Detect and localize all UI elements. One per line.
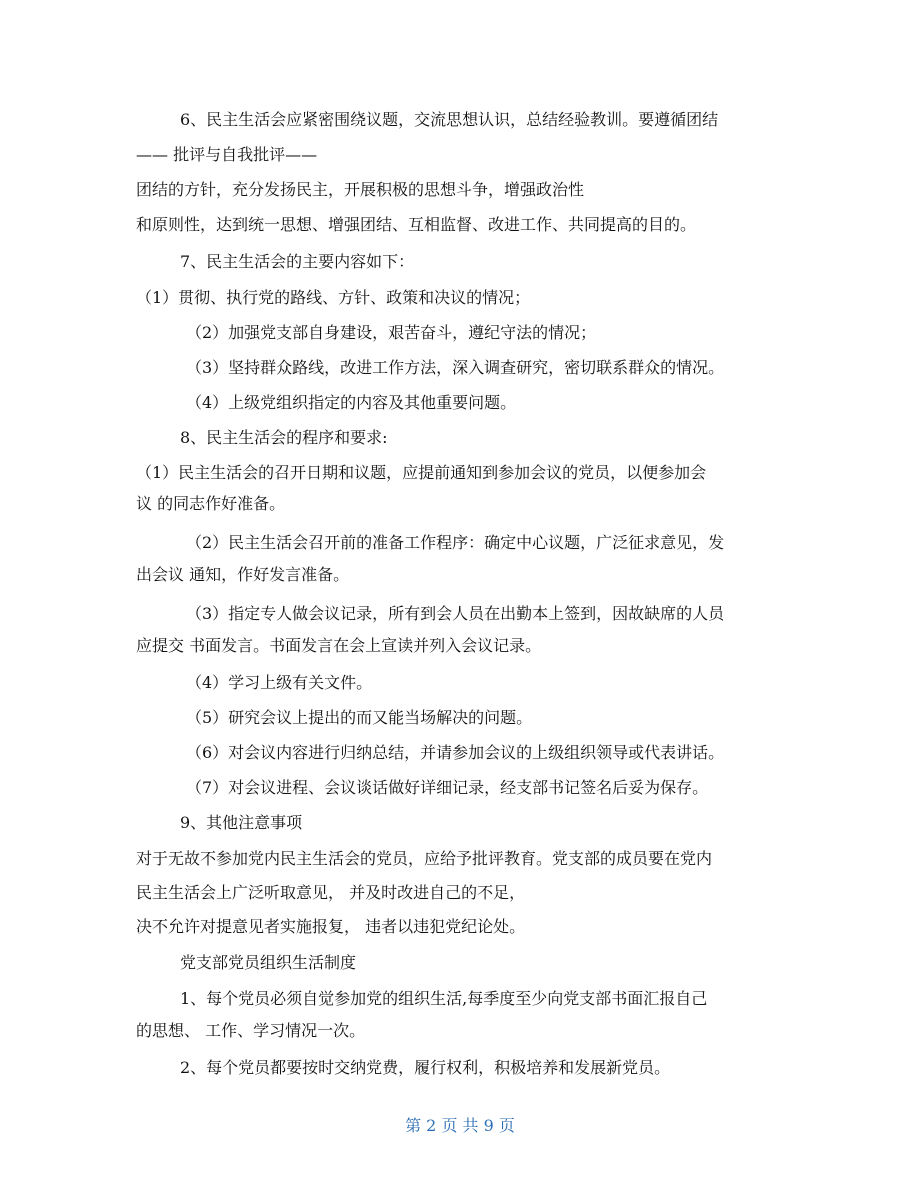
paragraph-line: （2）民主生活会召开前的准备工作程序：确定中心议题，广泛征求意见，发 <box>186 533 725 552</box>
paragraph-line: （1）贯彻、执行党的路线、方针、政策和决议的情况； <box>136 288 531 307</box>
paragraph-line: —— 批评与自我批评—— <box>136 145 318 164</box>
page-footer: 第 2 页 共 9 页 <box>405 1116 515 1135</box>
paragraph-line: （3）指定专人做会议记录，所有到会人员在出勤本上签到，因故缺席的人员 <box>186 604 725 623</box>
paragraph-line: （4）学习上级有关文件。 <box>186 673 373 692</box>
paragraph-line: （4）上级党组织指定的内容及其他重要问题。 <box>186 393 517 412</box>
paragraph-line: 民主生活会上广泛听取意见， 并及时改进自己的不足， <box>136 883 526 902</box>
paragraph-line: 应提交 书面发言。书面发言在会上宣读并列入会议记录。 <box>136 636 542 655</box>
paragraph-line: 决不允许对提意见者实施报复， 违者以违犯党纪论处。 <box>136 917 526 936</box>
paragraph-line: 9、其他注意事项 <box>180 813 303 832</box>
paragraph-line: 7、民主生活会的主要内容如下： <box>180 252 415 271</box>
paragraph-line: 2、每个党员都要按时交纳党费，履行权利，积极培养和发展新党员。 <box>180 1058 671 1077</box>
paragraph-line: 和原则性，达到统一思想、增强团结、互相监督、改进工作、共同提高的目的。 <box>136 215 697 234</box>
paragraph-line: 6、民主生活会应紧密围绕议题，交流思想认识，总结经验教训。要遵循团结 <box>180 110 719 129</box>
paragraph-line: 议 的同志作好准备。 <box>136 494 286 513</box>
paragraph-line: 8、民主生活会的程序和要求: <box>180 428 388 447</box>
paragraph-line: （2）加强党支部自身建设，艰苦奋斗，遵纪守法的情况； <box>186 323 597 342</box>
paragraph-line: （5）研究会议上提出的而又能当场解决的问题。 <box>186 708 533 727</box>
paragraph-line: 的思想、 工作、学习情况一次。 <box>136 1021 366 1040</box>
paragraph-line: （3）坚持群众路线，改进工作方法，深入调查研究，密切联系群众的情况。 <box>186 358 725 377</box>
paragraph-line: 团结的方针，充分发扬民主，开展积极的思想斗争，增强政治性 <box>136 180 585 199</box>
paragraph-line: 出会议 通知，作好发言准备。 <box>136 565 350 584</box>
paragraph-line: （1）民主生活会的召开日期和议题，应提前通知到参加会议的党员，以便参加会 <box>136 463 707 482</box>
paragraph-line: 对于无故不参加党内民主生活会的党员，应给予批评教育。党支部的成员要在党内 <box>136 849 713 868</box>
paragraph-line: 1、每个党员必须自觉参加党的组织生活,每季度至少向党支部书面汇报自己 <box>180 989 708 1008</box>
paragraph-line: （6）对会议内容进行归纳总结，并请参加会议的上级组织领导或代表讲话。 <box>186 743 725 762</box>
section-heading: 党支部党员组织生活制度 <box>180 953 357 972</box>
paragraph-line: （7）对会议进程、会议谈话做好详细记录，经支部书记签名后妥为保存。 <box>186 778 709 797</box>
